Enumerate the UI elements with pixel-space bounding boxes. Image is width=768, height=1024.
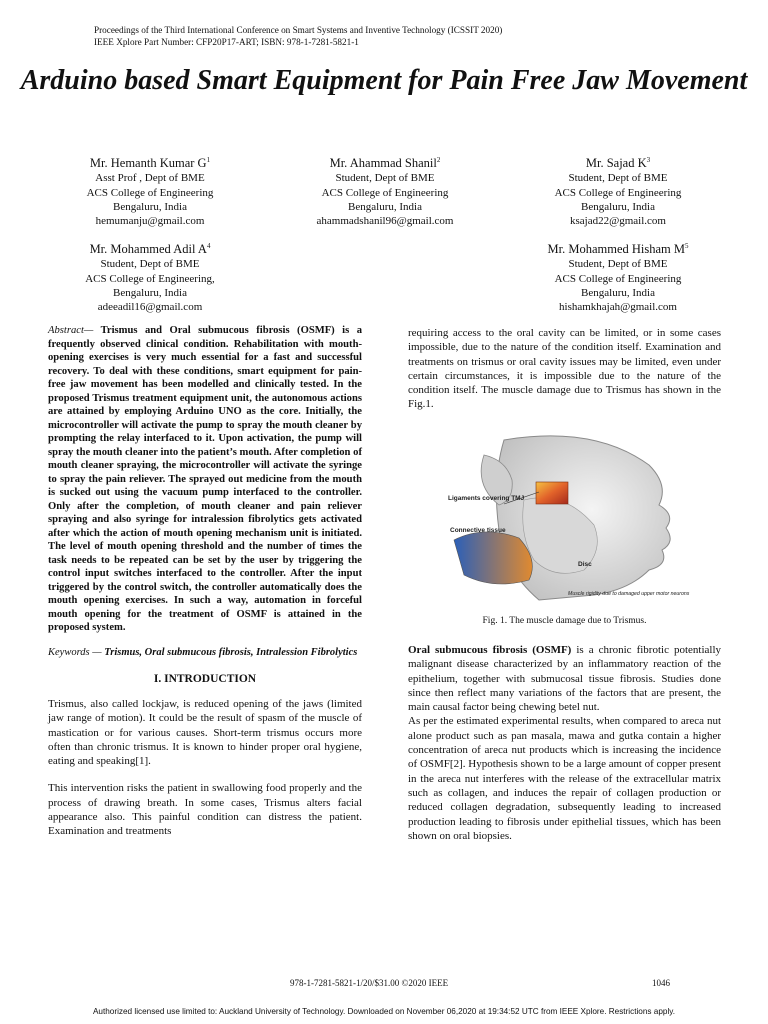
tmj-highlight: [536, 482, 568, 504]
muscle-rigidity-label: Muscle rigidity due to damaged upper motor neurons: [568, 591, 690, 597]
author-city: Bengaluru, India: [113, 286, 187, 299]
author-email[interactable]: ksajad22@gmail.com: [570, 215, 666, 228]
ligaments-label: Ligaments covering TMJ: [448, 495, 525, 502]
author-email[interactable]: hishamkhajah@gmail.com: [559, 301, 677, 314]
osmf-text: is a chronic fibrotic potentially malignant disease characterized by an inflammatory reaction of the epithelium, together with submucosal tissue fibrosis. Studies done since then reflect many variations of the factors that are present, the main causal factor being chewing betel nut.: [408, 644, 721, 714]
author-name: Mr. Mohammed Adil A: [89, 242, 207, 257]
author-role: Asst Prof , Dept of BME: [95, 172, 205, 185]
author-college: ACS College of Engineering: [554, 272, 682, 285]
abstract-text: Trismus and Oral submucous fibrosis (OSMF) is a frequently observed clinical condition. Rehabilitation with mouth-opening exercises is very much essential for a fast and successful recovery. To deal with these conditions, smart equipment for pain-free jaw movement has been modelled and clinically tested. In the proposed Trismus treatment equipment unit, the autonomous actions are attained by employing Arduino UNO as the core. Initially, the microcontroller will activate the pump to spray the mouth cleaner by prompting the relay interfaced to it. Upon activation, the pump will spray the mouth cleaner into the patient’s mouth. After completion of mouth cleaner spraying, the microcontroller will activate the syringe to spray the pain reliever. The sprayed out medicine from the mouth is sucked out using the vacuum pump interfaced to the controller. Only after the completion, of mouth cleaner and pain reliever spraying and also syringe for intralession fibrolytics gets activated after which the action of mouth opening mechanism unit is initiated. The level of mouth opening threshold and the number of times the task needs to be repeated can be set by the user by triggering the control input switches interfaced to the controller. After the input triggered by the control switch, the controller automatically does the mouth opening exercises. In such a way, automation in forceful mouth opening for the treatment of OSMF is attained in the proposed system.: [48, 325, 362, 633]
proceedings-header: [94, 25, 502, 48]
author-name: Mr. Hemanth Kumar G: [89, 156, 207, 171]
keywords: [48, 647, 362, 660]
intro-paragraph-2: This intervention risks the patient in swallowing food properly and the process of drawing breath. In some cases, Trismus alters facial appearance also. This painful condition can distress the patient. Examination and treatments: [48, 782, 362, 838]
areca-paragraph: As per the estimated experimental results, when compared to areca nut alone product such as pan masala, mawa and gutka contain a higher concentration of areca nut products which is increasing the incidence of OSMF[2]. Hypothesis shown to be a large amount of copper present in the areca nut interferes with the release of the extracellular matrix such as collagen, and induces the repair of collagen production or reduced collagen degradation, subsequently leading to increased production leading to fibrosis under epithelial tissues, which has been shown on oral biopsies.: [408, 715, 721, 842]
author-city: Bengaluru, India: [581, 200, 655, 213]
trismus-figure: [444, 430, 694, 610]
author-college: ACS College of Engineering,: [85, 272, 215, 285]
author-city: Bengaluru, India: [348, 200, 422, 213]
author-email[interactable]: adeeadil16@gmail.com: [97, 301, 203, 314]
author-email[interactable]: ahammadshanil96@gmail.com: [316, 215, 454, 228]
keywords-lead: Keywords —: [48, 646, 105, 658]
isbn-line: IEEE Xplore Part Number: CFP20P17-ART; ISBN: 978-1-7281-5821-1: [94, 36, 359, 47]
author-city: Bengaluru, India: [581, 286, 655, 299]
author-role: Student, Dept of BME: [568, 258, 668, 271]
author-college: ACS College of Engineering: [321, 186, 449, 199]
figure-caption: Fig. 1. The muscle damage due to Trismus.: [482, 616, 647, 626]
license-notice: Authorized licensed use limited to: Auckland University of Technology. Downloaded on November 06,2020 at 19:34:52 UTC from IEEE Xplore. Restrictions apply.: [92, 1007, 676, 1016]
author-2: Mr. Ahammad Shanil$^2$ Student, Dept of BME ACS College of Engineering Bengaluru, India ahammadshanil96@gmail.com: [285, 152, 485, 229]
section-heading-introduction: I. INTRODUCTION: [153, 673, 257, 685]
author-1: Mr. Hemanth Kumar $G^1$ Asst Prof , Dept of BME ACS College of Engineering Bengaluru, India hemumanju@gmail.com: [50, 152, 250, 229]
paper-title: Arduino based Smart Equipment for Pain Free Jaw Movement: [20, 65, 748, 96]
author-name: Mr. Ahammad Shanil: [329, 156, 437, 171]
osmf-paragraph: [408, 643, 721, 714]
page-number: 1046: [652, 978, 670, 988]
osmf-lead: Oral submucous fibrosis (OSMF): [408, 644, 572, 656]
left-column: [48, 324, 362, 852]
keywords-text: Trismus, Oral submucous fibrosis, Intralession Fibrolytics: [104, 646, 358, 658]
intro-paragraph-3: requiring access to the oral cavity can be limited, or in some cases impossible, due to the nature of the condition itself. Examination and treatments on trismus or oral cavity issues may be limited, even under certain circumstances, it is impossible due to the nature of the condition itself. The muscle damage due to Trismus has shown in the Fig.1.: [408, 327, 721, 411]
author-name: Mr. Mohammed Hisham M: [547, 242, 685, 257]
author-5: Mr. Mohammed Hisham $M^5$ Student, Dept of BME ACS College of Engineering Bengaluru, India hishamkhajah@gmail.com: [518, 238, 718, 315]
author-role: Student, Dept of BME: [335, 172, 435, 185]
abstract-lead: Abstract—: [48, 325, 94, 336]
author-4: Mr. Mohammed Adil $A^4$ Student, Dept of BME ACS College of Engineering, Bengaluru, India adeeadil16@gmail.com: [50, 238, 250, 315]
author-role: Student, Dept of BME: [100, 258, 200, 271]
abstract: [48, 324, 362, 635]
proceedings-line: Proceedings of the Third International Conference on Smart Systems and Inventive Technology (ICSSIT 2020): [94, 25, 503, 35]
author-role: Student, Dept of BME: [568, 172, 668, 185]
author-3: Mr. Sajad $K^3$ Student, Dept of BME ACS College of Engineering Bengaluru, India ksajad22@gmail.com: [518, 152, 718, 229]
disc-label: Disc: [578, 561, 592, 568]
intro-paragraph-1: Trismus, also called lockjaw, is reduced opening of the jaws (limited jaw range of motion). It could be the result of spasm of the muscle of mastication or for various causes. Short-term trismus occurs more often than chronic trismus. It is known to hinder proper oral hygiene, eating and speaking[1].: [48, 698, 362, 768]
author-college: ACS College of Engineering: [554, 186, 682, 199]
author-email[interactable]: hemumanju@gmail.com: [95, 215, 205, 228]
connective-tissue-label: Connective tissue: [450, 527, 506, 534]
author-college: ACS College of Engineering: [86, 186, 214, 199]
right-column-top: [408, 326, 721, 412]
author-name: Mr. Sajad K: [585, 156, 647, 171]
copyright-line: 978-1-7281-5821-1/20/$31.00 ©2020 IEEE: [290, 978, 449, 988]
right-column-bottom: [408, 643, 721, 843]
author-city: Bengaluru, India: [113, 200, 187, 213]
